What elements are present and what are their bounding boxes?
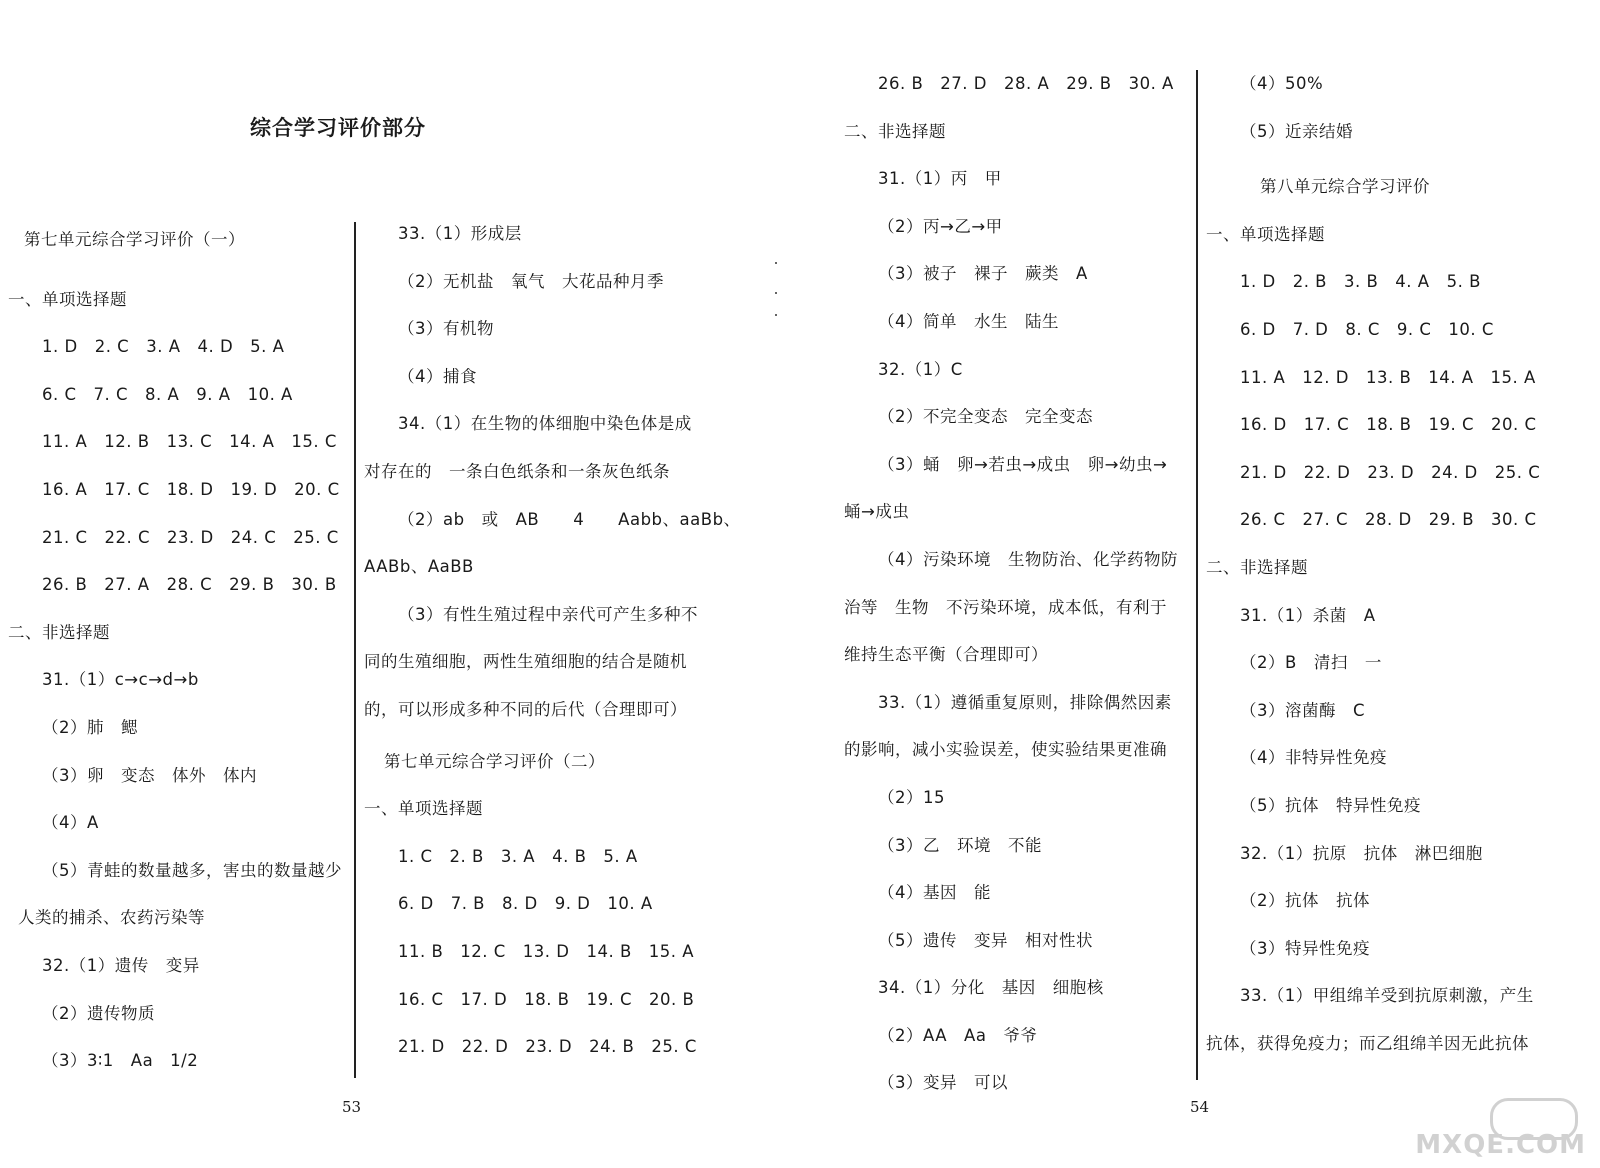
answer-line: （4）基因 能	[878, 883, 991, 903]
right-page	[800, 0, 1600, 1168]
watermark-logo	[1415, 1098, 1586, 1160]
answer-line: （5）青蛙的数量越多，害虫的数量越少	[42, 860, 342, 880]
answer-row: 21. D 22. D 23. D 24. D 25. C	[1240, 462, 1541, 482]
section-heading: 二、非选择题	[844, 121, 946, 141]
answer-line: 33.（1）形成层	[398, 224, 522, 243]
answer-line: （4）污染环境 生物防治、化学药物防	[878, 549, 1178, 569]
answer-row: 16. D 17. C 18. B 19. C 20. C	[1240, 415, 1537, 435]
answer-row: 11. A 12. B 13. C 14. A 15. C	[42, 432, 337, 452]
answer-continuation: 抗体，获得免疫力；而乙组绵羊因无此抗体	[1206, 1033, 1529, 1053]
column-1	[8, 216, 348, 1085]
answer-row: 26. B 27. A 28. C 29. B 30. B	[42, 575, 337, 595]
answer-line: （5）抗体 特异性免疫	[1240, 795, 1421, 815]
answer-line: 33.（1）遵循重复原则，排除偶然因素	[878, 692, 1172, 712]
section-main-title: 综合学习评价部分	[250, 115, 426, 140]
answer-line: 34.（1）分化 基因 细胞核	[878, 978, 1104, 998]
column-4	[1206, 60, 1556, 1067]
answer-continuation: 对存在的 一条白色纸条和一条灰色纸条	[364, 461, 670, 481]
answer-continuation: AABb、AaBB	[364, 557, 474, 577]
answer-line: （3）有机物	[398, 319, 494, 339]
answer-line: （2）15	[878, 787, 945, 807]
answer-line: （3）特异性免疫	[1240, 938, 1370, 958]
column-3	[844, 60, 1194, 1107]
answer-row: 16. A 17. C 18. D 19. D 20. C	[42, 479, 340, 499]
answer-line: （2）B 清扫 一	[1240, 653, 1382, 673]
answer-row: 1. D 2. B 3. B 4. A 5. B	[1240, 272, 1481, 292]
answer-continuation: 人类的捕杀、农药污染等	[18, 908, 205, 928]
scan-specks	[774, 262, 780, 322]
answer-row: 6. D 7. B 8. D 9. D 10. A	[398, 894, 653, 914]
answer-continuation: 治等 生物 不污染环境，成本低，有利于	[844, 597, 1167, 617]
answer-continuation: 蛹→成虫	[844, 502, 910, 522]
column-divider	[1196, 70, 1198, 1080]
answer-line: （2）不完全变态 完全变态	[878, 407, 1093, 427]
answer-row: 26. B 27. D 28. A 29. B 30. A	[878, 74, 1174, 93]
answer-line: 31.（1）丙 甲	[878, 169, 1002, 189]
answer-continuation: 维持生态平衡（合理即可）	[844, 645, 1048, 665]
answer-line: （3）有性生殖过程中亲代可产生多种不	[398, 604, 698, 624]
answer-line: （2）AA Aa 爷爷	[878, 1025, 1038, 1045]
answer-line: （3）3∶1 Aa 1/2	[42, 1051, 199, 1071]
answer-row: 26. C 27. C 28. D 29. B 30. C	[1240, 510, 1537, 530]
answer-line: （5）近亲结婚	[1240, 121, 1353, 141]
answer-line: （4）A	[42, 813, 99, 833]
unit-7-eval-2-title: 第七单元综合学习评价（二）	[384, 751, 605, 771]
section-heading: 二、非选择题	[1206, 557, 1308, 577]
answer-line: 32.（1）抗原 抗体 淋巴细胞	[1240, 843, 1483, 863]
answer-line: （3）被子 裸子 蕨类 A	[878, 264, 1088, 284]
answer-row: 21. C 22. C 23. D 24. C 25. C	[42, 527, 339, 547]
answer-row: 1. D 2. C 3. A 4. D 5. A	[42, 337, 285, 357]
section-heading: 一、单项选择题	[364, 799, 483, 819]
answer-line: 31.（1）杀菌 A	[1240, 605, 1376, 625]
answer-continuation: 的，可以形成多种不同的后代（合理即可）	[364, 699, 687, 719]
answer-line: 32.（1）遗传 变异	[42, 955, 200, 975]
answer-line: （2）丙→乙→甲	[878, 216, 1003, 236]
answer-line: （2）肺 鳃	[42, 717, 138, 737]
answer-row: 16. C 17. D 18. B 19. C 20. B	[398, 989, 695, 1009]
watermark-text: MXQE.COM	[1415, 1130, 1586, 1160]
answer-line: （4）捕食	[398, 366, 477, 386]
answer-line: （2）遗传物质	[42, 1003, 155, 1023]
answer-line: （5）遗传 变异 相对性状	[878, 930, 1093, 950]
answer-row: 6. C 7. C 8. A 9. A 10. A	[42, 384, 293, 404]
answer-continuation: 同的生殖细胞，两性生殖细胞的结合是随机	[364, 652, 687, 672]
answer-line: 32.（1）C	[878, 359, 963, 379]
answer-line: （4）简单 水生 陆生	[878, 311, 1059, 331]
answer-line: （4）非特异性免疫	[1240, 748, 1387, 768]
answer-line: （3）变异 可以	[878, 1073, 1008, 1093]
column-2	[364, 210, 741, 1071]
answer-line: （3）蛹 卵→若虫→成虫 卵→幼虫→	[878, 454, 1168, 474]
answer-line: （2）ab 或 AB 4 Aabb、aaBb、	[398, 509, 741, 529]
answer-line: 31.（1）c→c→d→b	[42, 670, 199, 690]
page-number: 53	[342, 1098, 362, 1116]
unit-7-eval-1-title: 第七单元综合学习评价（一）	[24, 230, 245, 249]
answer-line: （2）抗体 抗体	[1240, 891, 1370, 911]
answer-line: （3）溶菌酶 C	[1240, 700, 1366, 720]
answer-line: （4）50%	[1240, 74, 1324, 93]
section-heading: 一、单项选择题	[1206, 224, 1325, 244]
answer-continuation: 的影响，减小实验误差，使实验结果更准确	[844, 740, 1167, 760]
answer-line: （3）乙 环境 不能	[878, 835, 1042, 855]
answer-line: 33.（1）甲组绵羊受到抗原刺激，产生	[1240, 986, 1534, 1006]
answer-row: 11. B 12. C 13. D 14. B 15. A	[398, 941, 695, 961]
answer-row: 6. D 7. D 8. C 9. C 10. C	[1240, 319, 1494, 339]
answer-row: 11. A 12. D 13. B 14. A 15. A	[1240, 367, 1536, 387]
column-divider	[354, 222, 356, 1078]
answer-row: 1. C 2. B 3. A 4. B 5. A	[398, 846, 638, 866]
section-heading: 一、单项选择题	[8, 289, 127, 309]
unit-8-eval-title: 第八单元综合学习评价	[1260, 177, 1430, 197]
answer-line: （2）无机盐 氧气 大花品种月季	[398, 271, 664, 291]
answer-line: 34.（1）在生物的体细胞中染色体是成	[398, 414, 692, 434]
answer-line: （3）卵 变态 体外 体内	[42, 765, 257, 785]
page-number: 54	[1190, 1098, 1210, 1116]
answer-row: 21. D 22. D 23. D 24. B 25. C	[398, 1037, 697, 1057]
section-heading: 二、非选择题	[8, 622, 110, 642]
